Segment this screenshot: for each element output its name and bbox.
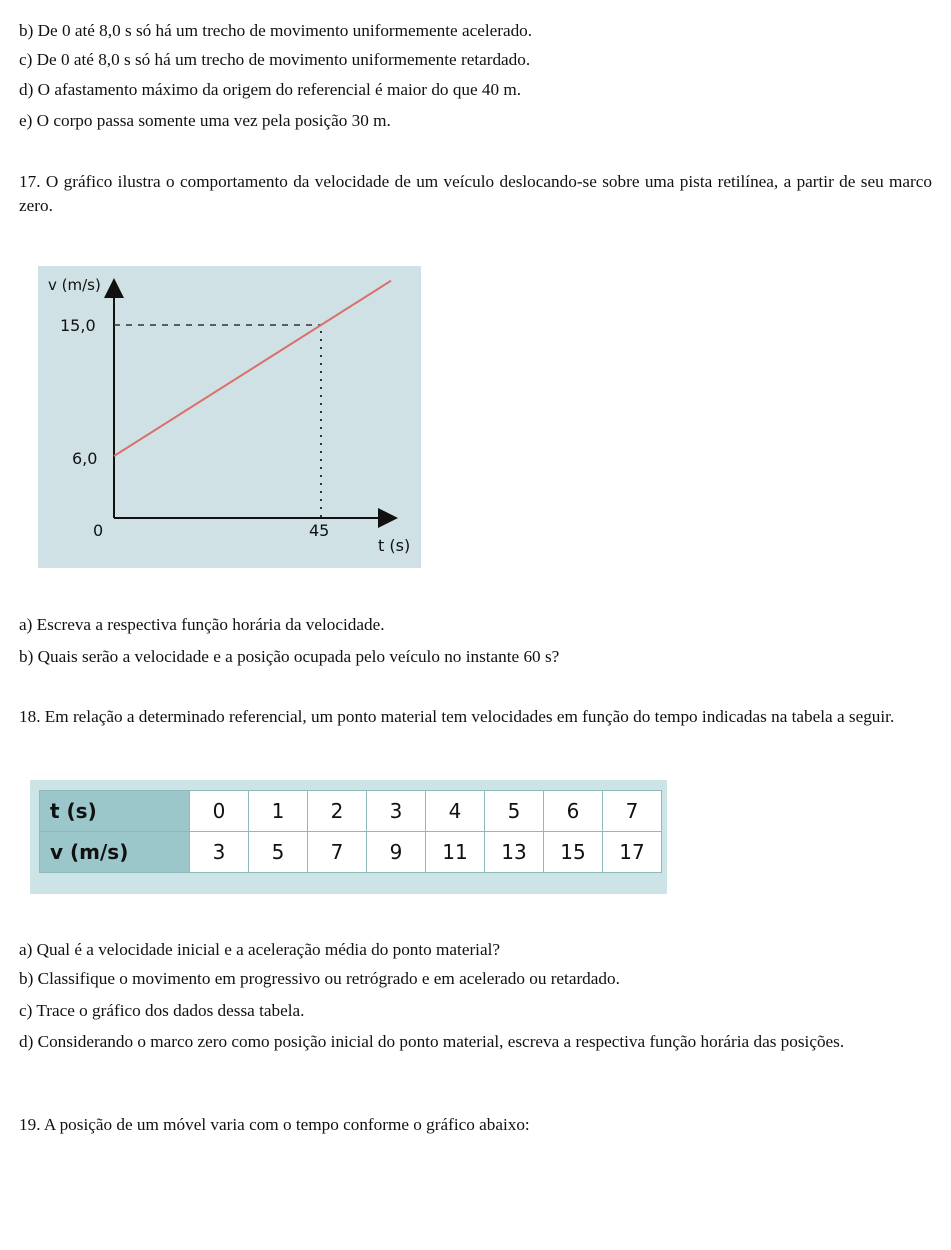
table-cell: 5 [485,791,544,832]
table-cell: 3 [367,791,426,832]
velocity-time-chart [38,266,421,568]
chart-svg [38,266,421,568]
y-axis-label: v (m/s) [48,276,101,294]
q17-item-b: b) Quais serão a velocidade e a posição ocupada pelo veículo no instante 60 s? [19,647,560,666]
table-cell: 0 [190,791,249,832]
table-cell: 1 [249,791,308,832]
y-tick-label-15: 15,0 [60,316,96,335]
q16-option-b: b) De 0 até 8,0 s só há um trecho de movimento uniformemente acelerado. [19,21,533,40]
q17-statement: 17. O gráfico ilustra o comportamento da velocidade de um veículo deslocando-se sobre uma pista retilínea, a partir de seu marco zero. [19,172,932,215]
q18-item-c: c) Trace o gráfico dos dados dessa tabela. [19,1001,305,1020]
q18-item-a: a) Qual é a velocidade inicial e a aceleração média do ponto material? [19,940,500,959]
table-row-velocity [40,832,662,873]
q18-item-b: b) Classifique o movimento em progressivo ou retrógrado e em acelerado ou retardado. [19,969,620,988]
table-header-time: t (s) [40,791,190,832]
origin-label: 0 [93,521,104,540]
y-tick-label-6: 6,0 [72,449,98,468]
table-cell: 4 [426,791,485,832]
table-cell: 3 [190,832,249,873]
table-cell: 9 [367,832,426,873]
velocity-table [39,790,662,873]
velocity-table-panel [30,780,667,894]
x-tick-label-45: 45 [309,521,330,540]
q18-statement: 18. Em relação a determinado referencial, um ponto material tem velocidades em função do tempo indicadas na tabela a seguir. [19,707,895,726]
table-cell: 13 [485,832,544,873]
q16-option-e: e) O corpo passa somente uma vez pela posição 30 m. [19,111,391,130]
table-cell: 7 [603,791,662,832]
table-cell: 2 [308,791,367,832]
q18-item-d: d) Considerando o marco zero como posição inicial do ponto material, escreva a respectiva função horária das posições. [19,1032,845,1051]
table-cell: 11 [426,832,485,873]
table-cell: 6 [544,791,603,832]
table-cell: 5 [249,832,308,873]
q19-statement: 19. A posição de um móvel varia com o tempo conforme o gráfico abaixo: [19,1115,530,1134]
q16-option-c: c) De 0 até 8,0 s só há um trecho de movimento uniformemente retardado. [19,50,531,69]
x-axis-label: t (s) [378,536,411,555]
table-header-velocity: v (m/s) [40,832,190,873]
table-cell: 17 [603,832,662,873]
table-cell: 7 [308,832,367,873]
velocity-series-line [114,281,391,456]
q16-option-d: d) O afastamento máximo da origem do referencial é maior do que 40 m. [19,80,522,99]
q17-item-a: a) Escreva a respectiva função horária da velocidade. [19,615,385,634]
table-row-time [40,791,662,832]
table-cell: 15 [544,832,603,873]
